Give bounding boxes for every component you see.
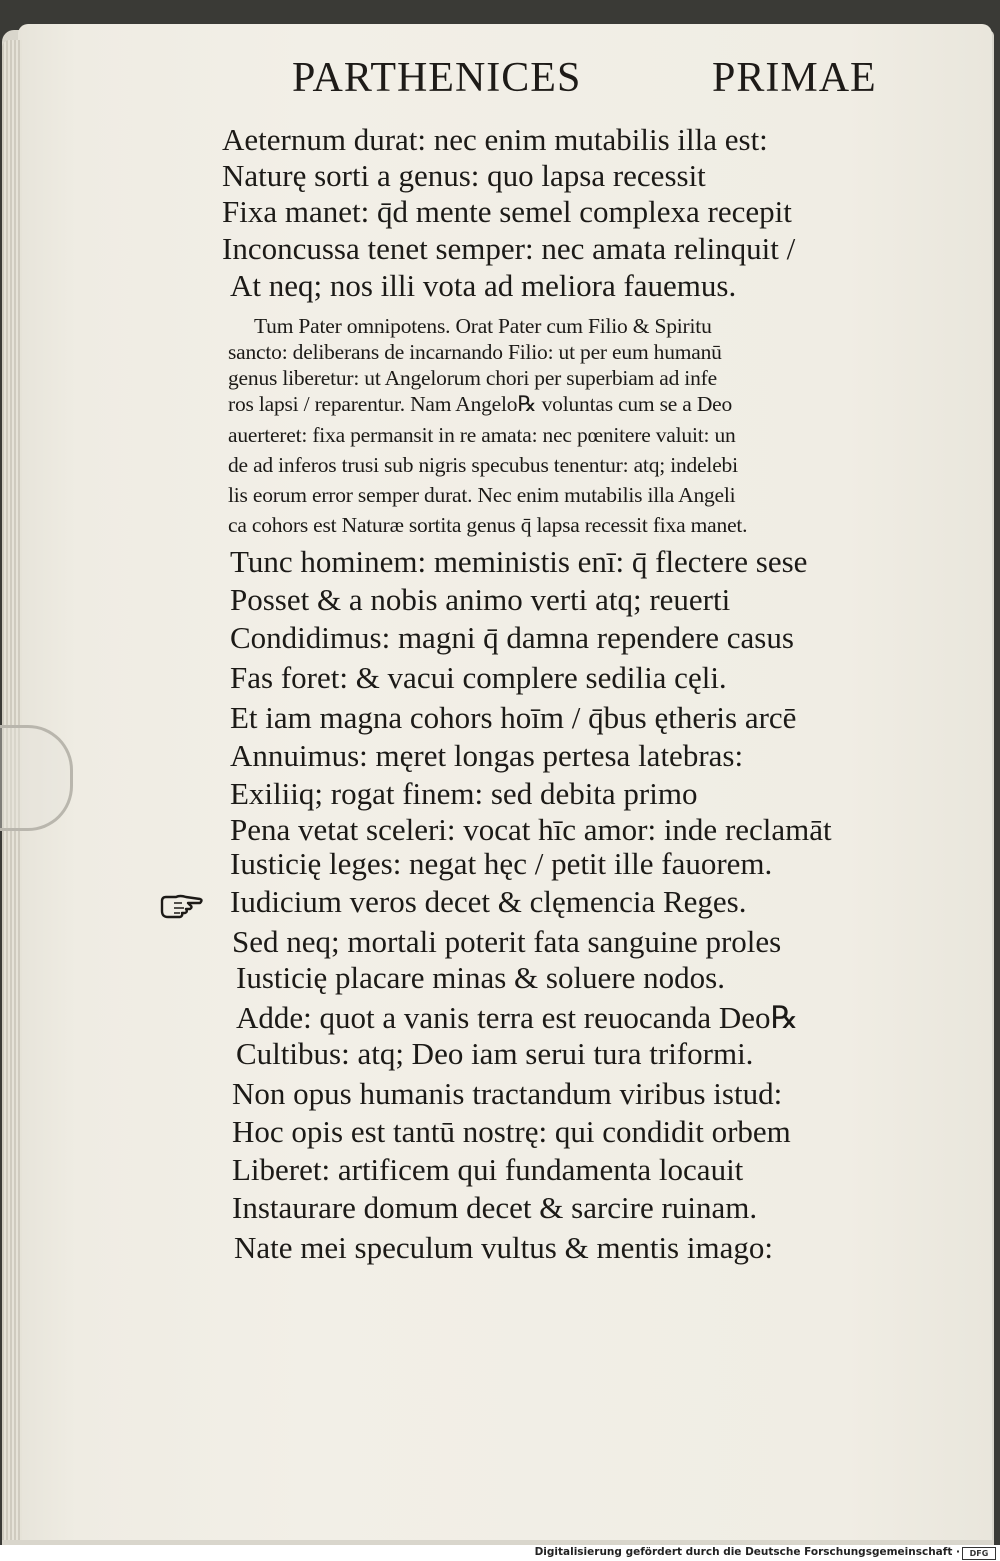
- verse-line: Et iam magna cohors hoīm / q̄bus ętheris arcē: [230, 700, 797, 735]
- verse-line: Instaurare domum decet & sarcire ruinam.: [232, 1190, 758, 1225]
- verse-line: Aeternum durat: nec enim mutabilis illa est:: [222, 122, 768, 157]
- verse-line: At neq; nos illi vota ad meliora fauemus.: [230, 268, 737, 303]
- verse-line: Fas foret: & vacui complere sedilia cęli.: [230, 660, 727, 695]
- verse-line: Hoc opis est tantū nostrę: qui condidit orbem: [232, 1114, 791, 1149]
- footer-credit: Digitalisierung gefördert durch die Deutsche Forschungsgemeinschaft ·: [534, 1546, 960, 1558]
- prose-line: ros lapsi / reparentur. Nam Angelo℞ voluntas cum se a Deo: [228, 392, 733, 416]
- dfg-logo: DFG: [962, 1547, 996, 1560]
- verse-line: Pena vetat sceleri: vocat hīc amor: inde reclamāt: [230, 812, 832, 847]
- verse-line: Liberet: artificem qui fundamenta locauit: [232, 1152, 744, 1187]
- verse-line: Iudicium veros decet & clęmencia Reges.: [230, 884, 747, 919]
- page-clip: [0, 725, 73, 831]
- prose-line: sancto: deliberans de incarnando Filio: ut per eum humanū: [228, 340, 722, 364]
- verse-line: Naturę sorti a genus: quo lapsa recessit: [222, 158, 706, 193]
- verse-line: Posset & a nobis animo verti atq; reuerti: [230, 582, 731, 617]
- verse-line: Fixa manet: q̄d mente semel complexa recepit: [222, 194, 792, 229]
- verse-line: Iusticię placare minas & soluere nodos.: [236, 960, 725, 995]
- verse-line: Sed neq; mortali poterit fata sanguine proles: [232, 924, 782, 959]
- verse-line: Tunc hominem: meministis enī: q̄ flectere sese: [230, 544, 808, 579]
- verse-line: Exiliiq; rogat finem: sed debita primo: [230, 776, 698, 811]
- verse-line: Adde: quot a vanis terra est reuocanda Deo℞: [236, 1000, 799, 1035]
- header-left: PARTHENICES: [292, 55, 582, 101]
- verse-line: Condidimus: magni q̄ damna rependere casus: [230, 620, 794, 655]
- verse-line: Annuimus: męret longas pertesa latebras:: [230, 738, 744, 773]
- prose-line: de ad inferos trusi sub nigris specubus tenentur: atq; indelebi: [228, 453, 738, 477]
- verse-line: Nate mei speculum vultus & mentis imago:: [234, 1230, 773, 1265]
- footer-bar: [0, 1545, 1000, 1561]
- verse-line: Cultibus: atq; Deo iam serui tura triformi.: [236, 1036, 754, 1071]
- running-header: [0, 48, 1000, 108]
- verse-line: Iusticię leges: negat hęc / petit ille fauorem.: [230, 846, 773, 881]
- prose-line: genus liberetur: ut Angelorum chori per superbiam ad infe: [228, 366, 717, 390]
- prose-line: Tum Pater omnipotens. Orat Pater cum Filio & Spiritu: [254, 314, 712, 338]
- prose-line: auerteret: fixa permansit in re amata: nec pœnitere valuit: un: [228, 423, 736, 447]
- verse-line: Inconcussa tenet semper: nec amata relinquit /: [222, 231, 796, 266]
- prose-line: ca cohors est Naturæ sortita genus q̄ lapsa recessit fixa manet.: [228, 513, 748, 537]
- prose-line: lis eorum error semper durat. Nec enim mutabilis illa Angeli: [228, 483, 736, 507]
- pointing-hand-icon: [160, 893, 204, 921]
- header-right: PRIMAE: [712, 55, 877, 101]
- verse-line: Non opus humanis tractandum viribus istud:: [232, 1076, 783, 1111]
